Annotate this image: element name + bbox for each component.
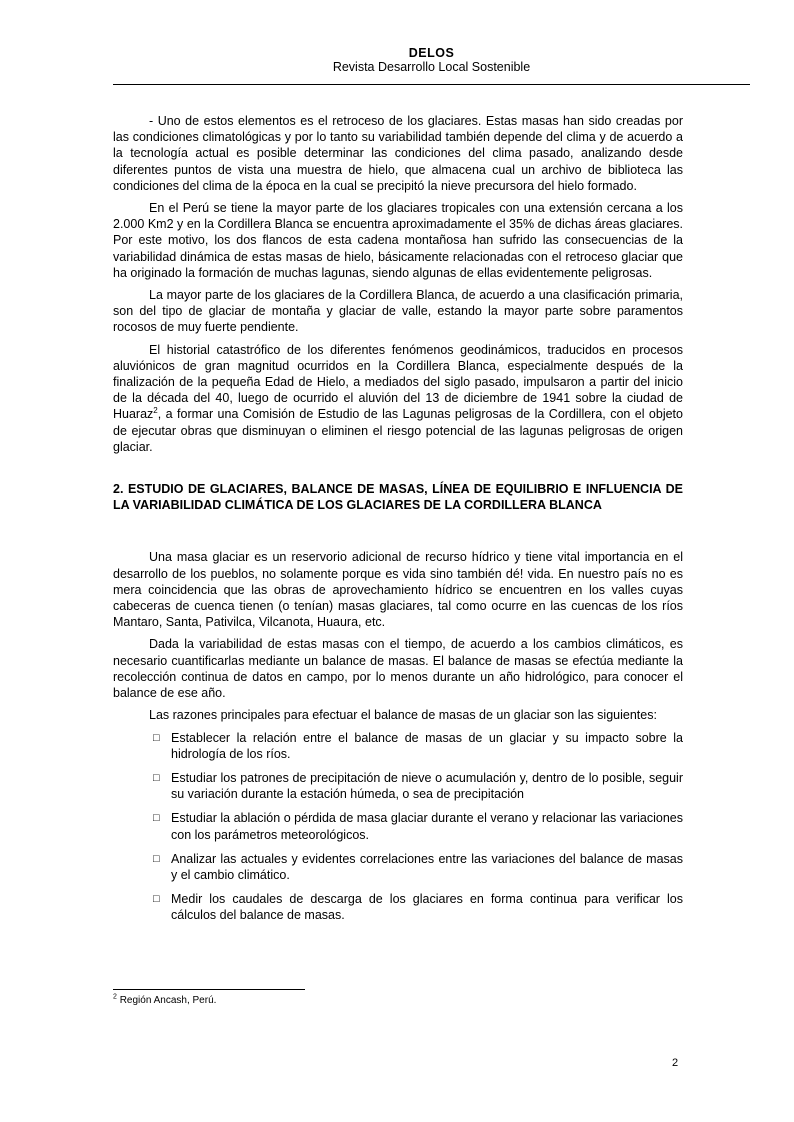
list-item-text: Analizar las actuales y evidentes correlaciones entre las variaciones del balance de masas y el cambio climático. xyxy=(171,851,683,882)
checkbox-bullet-icon: □ xyxy=(153,812,160,825)
list-item xyxy=(149,891,683,923)
paragraph: La mayor parte de los glaciares de la Cordillera Blanca, de acuerdo a una clasificación primaria, son del tipo de glaciar de montaña y glaciar de valle, estando la mayor parte sobre paramentos rocosos de muy fuerte pendiente. xyxy=(113,288,683,335)
paragraph: Dada la variabilidad de estas masas con el tiempo, de acuerdo a los cambios climáticos, es necesario cuantificarlas mediante un balance de masas. El balance de masas se efectúa mediante la recolección continua de datos en campo, por lo menos durante un año hidrológico, para conocer el balance de ese año. xyxy=(113,637,683,701)
paragraph: En el Perú se tiene la mayor parte de los glaciares tropicales con una extensión cercana a los 2.000 Km2 y en la Cordillera Blanca se encuentra aproximadamente el 35% de dichas áreas glaciares. Por este motivo, los dos flancos de esta cadena montañosa han sufrido las consecuencias de la variabilidad dinámica de estas masas de hielo, básicamente relacionadas con el retroceso glaciar que ha originado la formación de muchas lagunas, siendo algunas de ellas evidentemente peligrosas. xyxy=(113,201,683,280)
paragraph: - Uno de estos elementos es el retroceso de los glaciares. Estas masas han sido creadas por las condiciones climatológicas y por lo tanto su variabilidad también depende del clima y de acuerdo a la tecnología actual es posible determinar las condiciones del clima pasado, analizando desde diferentes puntos de vista una muestra de hielo, que almacena cual un archivo de biblioteca las condiciones del clima de la época en la cual se precipitó la nieve precursora del hielo formado. xyxy=(113,114,683,193)
list-item xyxy=(149,730,683,762)
header-rule xyxy=(113,84,750,85)
list-item xyxy=(149,810,683,842)
paragraph: Las razones principales para efectuar el balance de masas de un glaciar son las siguientes: xyxy=(149,708,657,723)
history-text-end: , a formar una Comisión de Estudio de las Lagunas peligrosas de la Cordillera, con el objeto de ejecutar obras que disminuyan o eliminen el riesgo potencial de las lagunas peligrosas de origen glaciar. xyxy=(113,407,683,454)
footnote-number: 2 xyxy=(113,993,117,1001)
body-content xyxy=(113,113,683,932)
page-header xyxy=(113,46,750,75)
checkbox-bullet-icon: □ xyxy=(153,731,160,744)
footnote-rule xyxy=(113,989,305,990)
paragraph: Una masa glaciar es un reservorio adicional de recurso hídrico y tiene vital importancia en el desarrollo de los pueblos, no solamente porque es vida sino también dé! vida. En nuestro país no es mera coincidencia que las obras de aprovechamiento hídrico se encuentren en los valles cuyas cabeceras de cuenca tienen (o tenían) masas glaciares, tal como ocurre en las cuencas de los ríos Mantaro, Santa, Pativilca, Vilcanota, Huaura, etc. xyxy=(113,550,683,630)
journal-subtitle: Revista Desarrollo Local Sostenible xyxy=(332,60,531,74)
section-heading: 2. ESTUDIO DE GLACIARES, BALANCE DE MASAS, LÍNEA DE EQUILIBRIO E INFLUENCIA DE LA VARIABILIDAD CLIMÁTICA DE LOS GLACIARES DE LA CORDILLERA BLANCA xyxy=(113,482,683,513)
paragraph-history xyxy=(113,342,683,455)
list-item xyxy=(149,851,683,883)
footnote-text: Región Ancash, Perú. xyxy=(119,995,217,1006)
list-item-text: Establecer la relación entre el balance de masas de un glaciar y su impacto sobre la hidrología de los ríos. xyxy=(171,730,683,761)
list-item-text: Estudiar los patrones de precipitación de nieve o acumulación y, dentro de lo posible, seguir su variación durante la estación húmeda, o sea de precipitación xyxy=(171,770,683,802)
list-item-text: Medir los caudales de descarga de los glaciares en forma continua para verificar los cálculos del balance de masas. xyxy=(171,892,683,923)
list-item-text: Estudiar la ablación o pérdida de masa glaciar durante el verano y relacionar las variaciones con los parámetros meteorológicos. xyxy=(171,811,683,842)
checkbox-bullet-icon: □ xyxy=(153,893,160,906)
history-text-start: El historial catastrófico de los diferentes fenómenos geodinámicos, traducidos en procesos aluviónicos de gran magnitud ocurridos en la Cordillera Blanca, especialmente después de la finalización de la pequeña Edad de Hielo, a mediados del siglo pasado, impulsaron a partir del inicio de la década del 40, luego de ocurrido el aluvión del 13 de diciembre de 1941 sobre la ciudad de Huaraz xyxy=(113,342,683,422)
journal-title: DELOS xyxy=(408,46,455,60)
list-item xyxy=(149,770,683,802)
footnote-reference[interactable]: 2 xyxy=(153,406,158,416)
checkbox-bullet-icon: □ xyxy=(153,771,160,784)
reasons-list xyxy=(113,730,683,924)
checkbox-bullet-icon: □ xyxy=(153,852,160,865)
footnote xyxy=(113,995,216,1006)
page-number: 2 xyxy=(672,1057,679,1069)
